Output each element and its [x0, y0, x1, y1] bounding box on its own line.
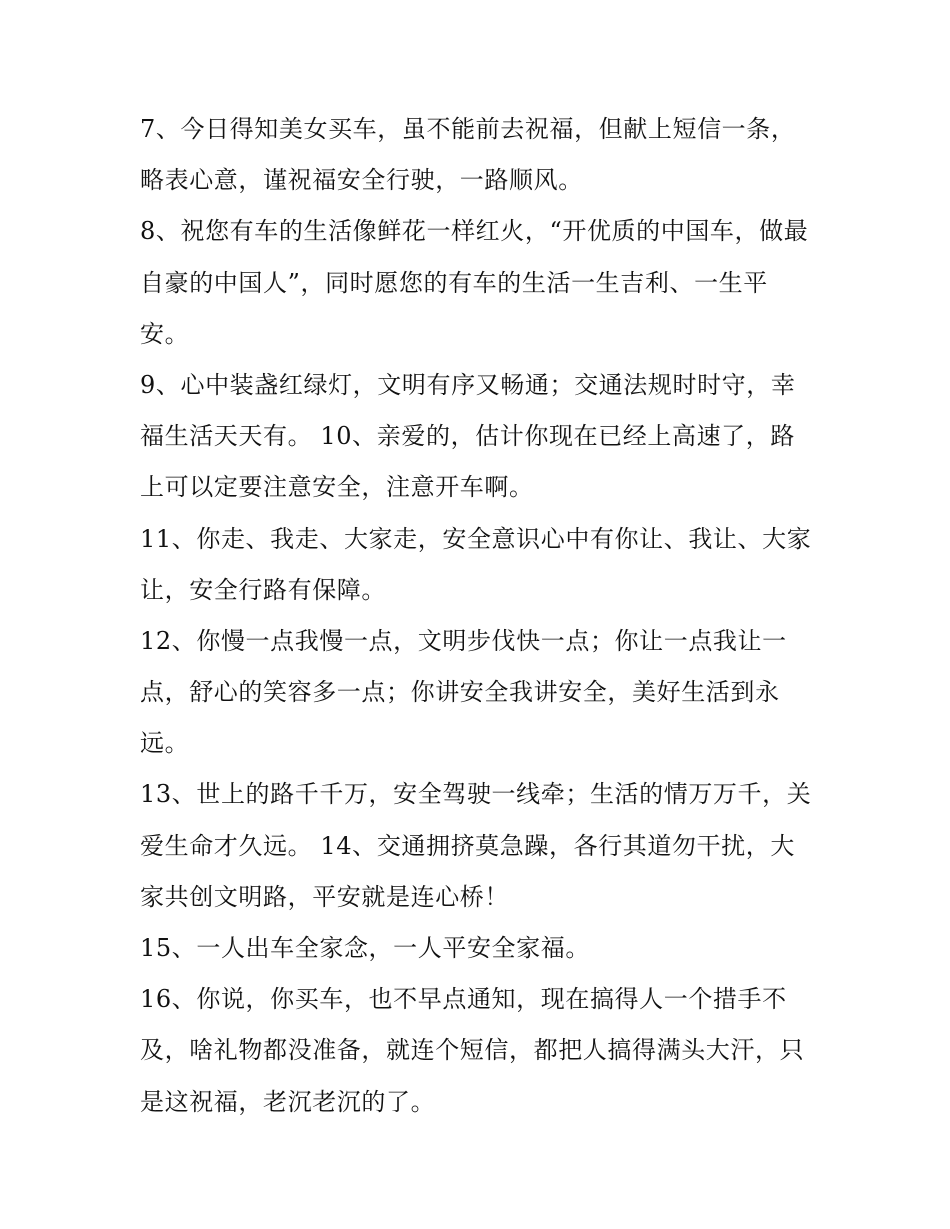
text-line: 安。: [140, 319, 190, 348]
text-line: 自豪的中国人”，同时愿您的有车的生活一生吉利、一生平: [140, 268, 768, 297]
text-line: 福生活天天有。 10、亲爱的，估计你现在已经上高速了，路: [140, 422, 795, 451]
text-line: 点，舒心的笑容多一点；你讲安全我讲安全，美好生活到永: [140, 678, 780, 707]
text-line: 16、你说，你买车，也不早点通知，现在搞得人一个措手不: [140, 985, 787, 1014]
text-line: 略表心意，谨祝福安全行驶，一路顺风。: [140, 166, 583, 195]
text-line: 8、祝您有车的生活像鲜花一样红火，“开优质的中国车，做最: [140, 217, 809, 246]
text-line: 家共创文明路，平安就是连心桥！: [140, 882, 509, 911]
text-line: 上可以定要注意安全，注意开车啊。: [140, 473, 534, 502]
text-line: 让，安全行路有保障。: [140, 575, 386, 604]
text-line: 是这祝福，老沉老沉的了。: [140, 1087, 436, 1116]
text-line: 7、今日得知美女买车，虽不能前去祝福，但献上短信一条，: [140, 115, 796, 143]
text-line: 远。: [140, 729, 190, 758]
text-line: 9、心中装盏红绿灯，文明有序又畅通；交通法规时时守，幸: [140, 370, 796, 399]
text-line: 及，啥礼物都没准备，就连个短信，都把人搞得满头大汗，只: [140, 1036, 805, 1065]
text-line: 15、一人出车全家念，一人平安全家福。: [140, 934, 590, 962]
text-line: 12、你慢一点我慢一点，文明步伐快一点；你让一点我让一: [140, 626, 787, 655]
text-line: 爱生命才久远。 14、交通拥挤莫急躁，各行其道勿干扰，大: [140, 831, 795, 860]
text-line: 11、你走、我走、大家走，安全意识心中有你让、我让、大家: [140, 524, 812, 553]
text-line: 13、世上的路千千万，安全驾驶一线牵；生活的情万万千，关: [140, 780, 812, 809]
document-body: [140, 104, 820, 1128]
